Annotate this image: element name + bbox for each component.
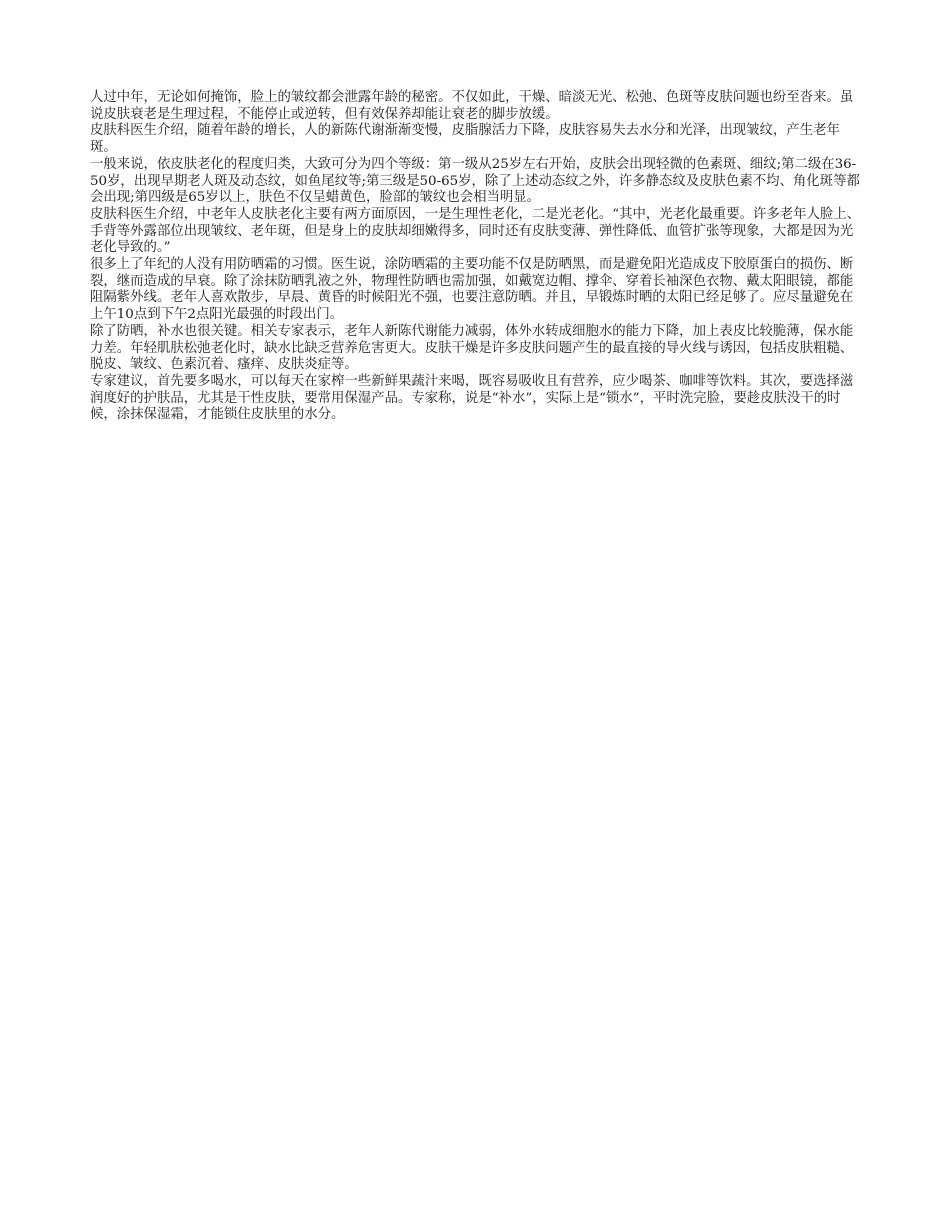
- paragraph-aging-levels: 一般来说，依皮肤老化的程度归类，大致可分为四个等级：第一级从25岁左右开始，皮肤会出现轻微的色素斑、细纹;第二级在36-50岁，出现早期老人斑及动态纹，如鱼尾纹等;第三级是50-65岁，除了上述动态纹之外，许多静态纹及皮肤色素不均、角化斑等都会出现;第四级是65岁以上，肤色不仅呈蜡黄色，脸部的皱纹也会相当明显。: [90, 156, 860, 206]
- paragraph-aging-causes: 皮肤科医生介绍，中老年人皮肤老化主要有两方面原因，一是生理性老化，二是光老化。“其中，光老化最重要。许多老年人脸上、手背等外露部位出现皱纹、老年斑，但是身上的皮肤却细嫩得多，同时还有皮肤变薄、弹性降低、血管扩张等现象，大都是因为光老化导致的。”: [90, 206, 861, 256]
- paragraph-hydration: 除了防晒，补水也很关键。相关专家表示，老年人新陈代谢能力减弱，体外水转成细胞水的能力下降，加上表皮比较脆薄，保水能力差。年轻肌肤松弛老化时，缺水比缺乏营养危害更大。皮肤干燥是许多皮肤问题产生的最直接的导火线与诱因，包括皮肤粗糙、脱皮、皱纹、色素沉着、瘙痒、皮肤炎症等。: [90, 323, 854, 373]
- paragraph-sun-protection: 很多上了年纪的人没有用防晒霜的习惯。医生说，涂防晒霜的主要功能不仅是防晒黑，而是避免阳光造成皮下胶原蛋白的损伤、断裂，继而造成的早衰。除了涂抹防晒乳液之外，物理性防晒也需加强，如戴宽边帽、撑伞、穿着长袖深色衣物、戴太阳眼镜，都能阻隔紫外线。老年人喜欢散步，早晨、黄昏的时候阳光不强，也要注意防晒。并且，早锻炼时晒的太阳已经足够了。应尽量避免在上午10点到下午2点阳光最强的时段出门。: [90, 257, 854, 323]
- paragraph-metabolism: 皮肤科医生介绍，随着年龄的增长，人的新陈代谢渐渐变慢，皮脂腺活力下降，皮肤容易失去水分和光泽，出现皱纹，产生老年斑。: [90, 123, 840, 156]
- article-body: [90, 90, 862, 424]
- paragraph-expert-advice: 专家建议，首先要多喝水，可以每天在家榨一些新鲜果蔬汁来喝，既容易吸收且有营养，应少喝茶、咖啡等饮料。其次，要选择滋润度好的护肤品，尤其是干性皮肤，要常用保湿产品。专家称，说是“补水”，实际上是“锁水”，平时洗完脸，要趁皮肤没干的时候，涂抹保湿霜，才能锁住皮肤里的水分。: [90, 373, 854, 423]
- paragraph-intro: 人过中年，无论如何掩饰，脸上的皱纹都会泄露年龄的秘密。不仅如此，干燥、暗淡无光、松弛、色斑等皮肤问题也纷至沓来。虽说皮肤衰老是生理过程，不能停止或逆转，但有效保养却能让衰老的脚步放缓。: [90, 90, 854, 122]
